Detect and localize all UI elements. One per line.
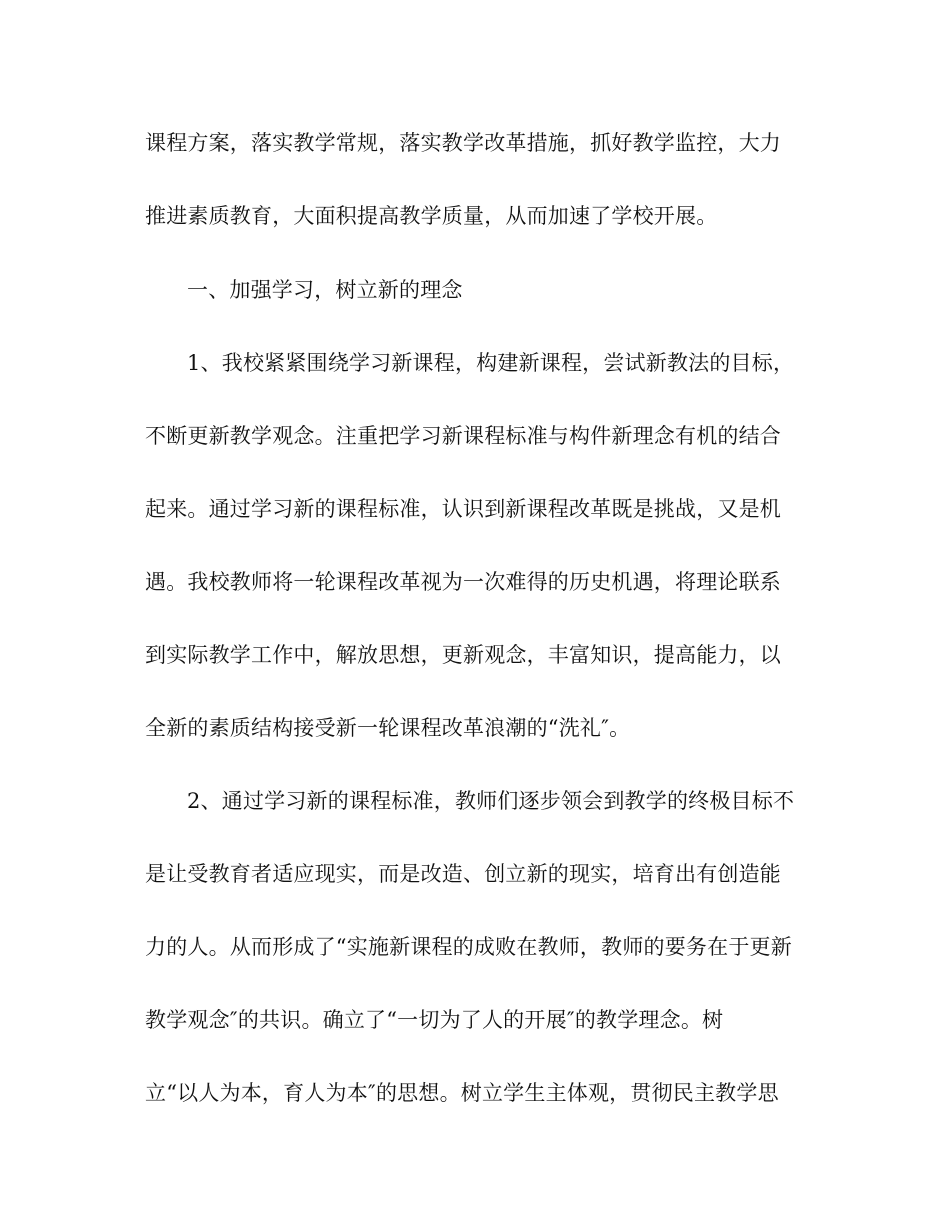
text-line: 2、通过学习新的课程标准，教师们逐步领会到教学的终极目标不: [187, 789, 795, 813]
text-line: 课程方案，落实教学常规，落实教学改革措施，抓好教学监控，大力: [145, 131, 781, 155]
text-line: 教学观念″的共识。确立了“一切为了人的开展″的教学理念。树: [145, 1008, 724, 1032]
text-line: 1、我校紧紧围绕学习新课程，构建新课程，尝试新教法的目标，: [187, 351, 795, 375]
text-line: 全新的素质结构接受新一轮课程改革浪潮的“洗礼″。: [145, 716, 631, 740]
text-line: 推进素质教育，大面积提高教学质量，从而加速了学校开展。: [145, 204, 718, 228]
text-line: 力的人。从而形成了“实施新课程的成败在教师，教师的要务在于更新: [145, 935, 792, 959]
text-line: 到实际教学工作中，解放思想，更新观念，丰富知识，提高能力，以: [145, 643, 781, 667]
section-heading: 一、加强学习，树立新的理念: [187, 278, 463, 302]
text-line: 是让受教育者适应现实，而是改造、创立新的现实，培育出有创造能: [145, 862, 781, 886]
text-line: 起来。通过学习新的课程标准，认识到新课程改革既是挑战，又是机: [145, 497, 781, 521]
text-line: 不断更新教学观念。注重把学习新课程标准与构件新理念有机的结合: [145, 424, 781, 448]
text-line: 遇。我校教师将一轮课程改革视为一次难得的历史机遇，将理论联系: [145, 570, 781, 594]
text-line: 立“以人为本，育人为本″的思想。树立学生主体观，贯彻民主教学思: [145, 1081, 779, 1105]
